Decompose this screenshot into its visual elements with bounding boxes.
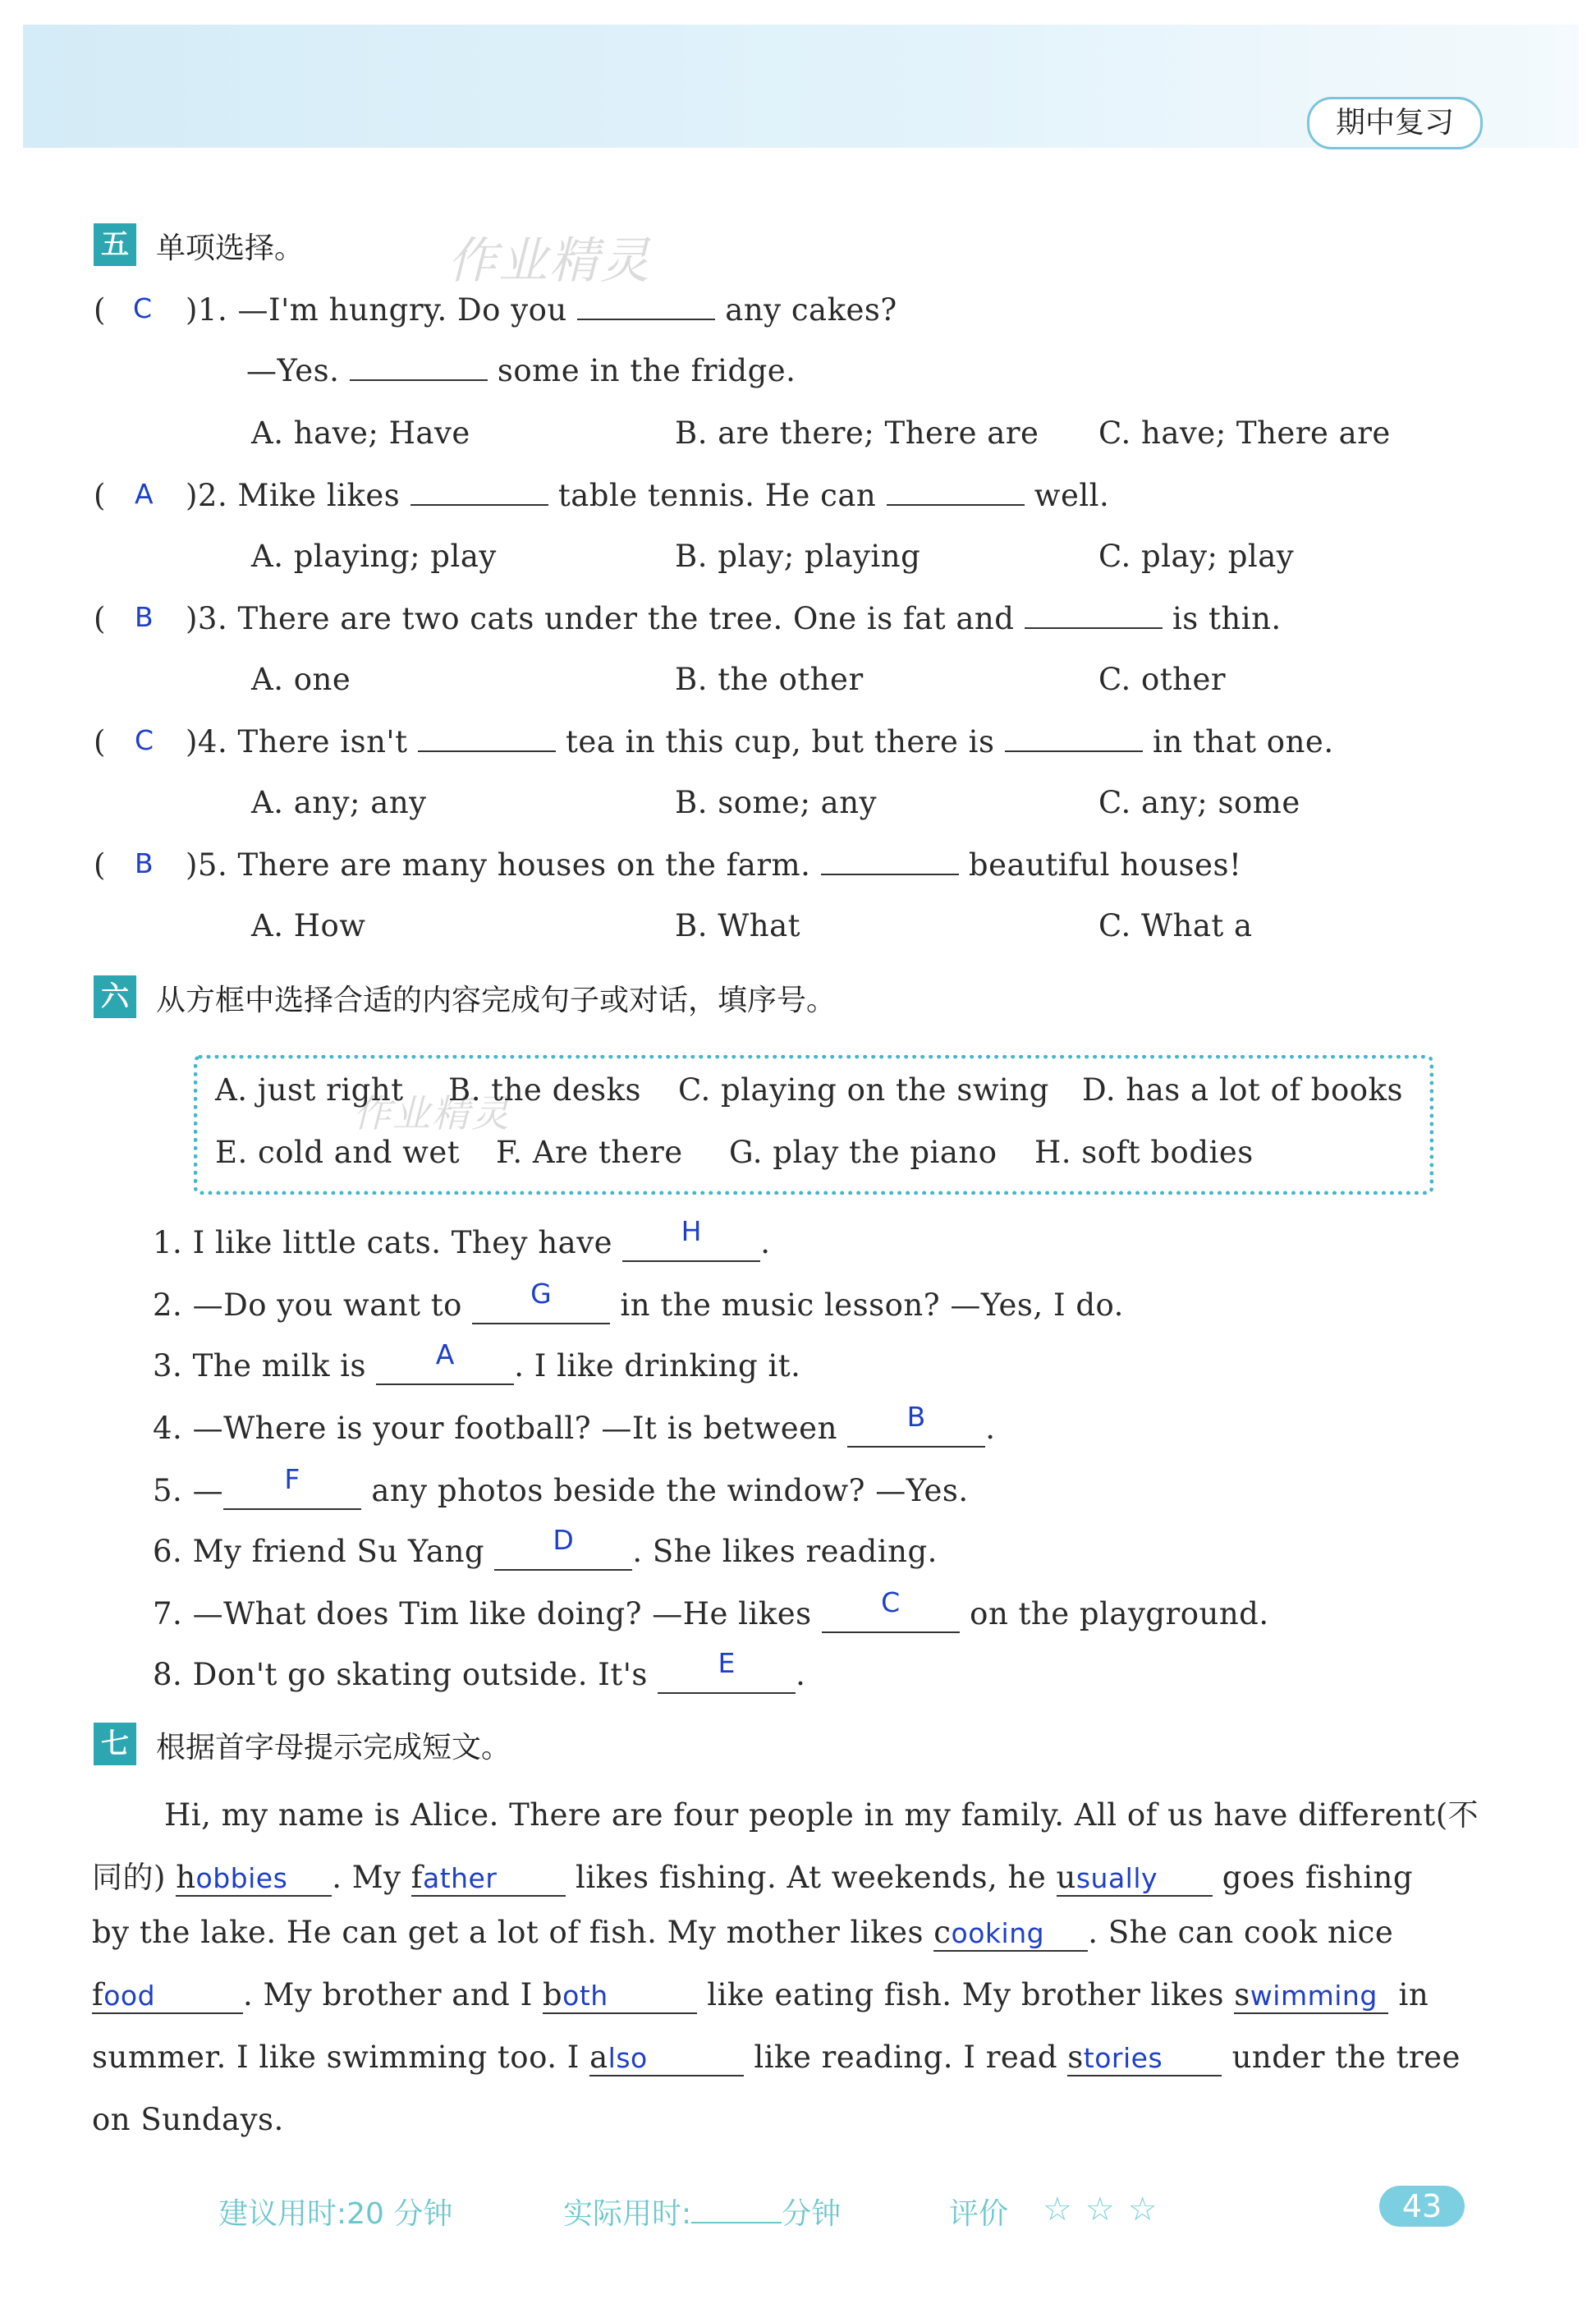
fill-item-5: 5. — F any photos beside the window? —Yes.	[153, 1463, 969, 1508]
answer-paren: (	[94, 478, 106, 513]
option-b: B. some; any	[675, 785, 877, 820]
passage-line-6: on Sundays.	[92, 2102, 284, 2137]
answer-paren: (	[94, 292, 106, 328]
fill-item-6: 6. My friend Su Yang D . She likes reading.	[153, 1524, 938, 1569]
option-c: C. have; There are	[1098, 415, 1391, 451]
suggested-time: 建议用时:20 分钟	[218, 2197, 453, 2231]
passage-line-3: by the lake. He can get a lot of fish. My mother likes cooking . She can cook nice	[92, 1915, 1394, 1950]
option-a: A. one	[251, 662, 351, 697]
box-option: E. cold and wet	[215, 1135, 461, 1170]
page-number: 43	[1379, 2186, 1465, 2227]
answer-blank: A	[376, 1348, 514, 1385]
box-option: B. the desks	[448, 1072, 642, 1108]
section6-title: 从方框中选择合适的内容完成句子或对话，填序号。	[156, 984, 837, 1017]
section7-title: 根据首字母提示完成短文。	[156, 1731, 511, 1764]
box-option: H. soft bodies	[1034, 1135, 1254, 1170]
answer-paren: (	[94, 724, 106, 759]
option-c: C. play; play	[1098, 539, 1295, 574]
answer-blank: D	[494, 1534, 632, 1571]
blank	[577, 319, 715, 320]
box-option: G. play the piano	[729, 1135, 998, 1170]
box-option: D. has a lot of books	[1082, 1072, 1403, 1108]
passage-line-5: summer. I like swimming too. I also like reading. I read stories under the tree	[92, 2040, 1461, 2075]
section5-number: 五	[94, 223, 136, 266]
fill-item-1: 1. I like little cats. They have H .	[153, 1215, 771, 1260]
option-b: B. play; playing	[675, 539, 921, 574]
answer-blank: H	[622, 1225, 760, 1262]
blank	[1025, 627, 1163, 629]
watermark: 作业精灵	[353, 1091, 511, 1136]
box-option: F. Are there	[496, 1135, 683, 1170]
blank	[410, 504, 548, 506]
blank	[418, 750, 556, 752]
choice-answer: C	[135, 724, 154, 756]
answer-blank: C	[822, 1596, 960, 1633]
answer-blank: B	[847, 1411, 985, 1448]
fill-item-2: 2. —Do you want to G in the music lesson? —Yes, I do.	[153, 1278, 1124, 1323]
fill-item-7: 7. —What does Tim like doing? —He likes C on the playground.	[153, 1586, 1269, 1631]
answer-paren: (	[94, 601, 106, 636]
blank	[821, 874, 959, 875]
option-b: B. are there; There are	[675, 415, 1039, 451]
option-c: C. What a	[1098, 908, 1253, 943]
choice-answer: C	[133, 292, 153, 324]
passage-line-2: 同的) hobbies . My father likes fishing. At weekends, he usually goes fishing	[92, 1860, 1414, 1895]
answer-blank: F	[223, 1473, 361, 1510]
section6-number: 六	[94, 975, 136, 1018]
passage-line-4: food . My brother and I both like eating fish. My brother likes swimming in	[92, 1977, 1429, 2012]
section-tag: 期中复习	[1307, 97, 1483, 149]
option-b: B. What	[675, 908, 800, 943]
blank	[350, 379, 488, 381]
blank	[1005, 750, 1143, 752]
question-5: )5. There are many houses on the farm. beautiful houses!	[186, 847, 1242, 883]
fill-item-3: 3. The milk is A . I like drinking it.	[153, 1338, 801, 1384]
option-a: A. have; Have	[251, 415, 470, 451]
option-a: A. any; any	[251, 785, 427, 820]
question-4: )4. There isn't tea in this cup, but there is in that one.	[186, 724, 1334, 759]
rating-stars: ☆☆☆	[1043, 2191, 1171, 2228]
question-1-line2: —Yes. some in the fridge.	[246, 353, 796, 388]
option-b: B. the other	[675, 662, 864, 697]
rating-label: 评价	[949, 2197, 1009, 2231]
option-a: A. How	[251, 908, 366, 943]
box-option: A. just right	[215, 1072, 404, 1108]
answer-paren: (	[94, 847, 106, 883]
section5-title: 单项选择。	[156, 232, 305, 265]
blank	[887, 504, 1025, 506]
option-a: A. playing; play	[251, 539, 497, 574]
section7-number: 七	[94, 1723, 136, 1765]
watermark: 作业精灵	[447, 232, 651, 290]
option-c: C. other	[1098, 662, 1227, 697]
passage-line-1: Hi, my name is Alice. There are four people in my family. All of us have different(不	[164, 1797, 1479, 1833]
answer-blank: E	[658, 1657, 796, 1694]
actual-time: 实际用时: 分钟	[563, 2197, 842, 2231]
choice-answer: B	[135, 847, 154, 879]
choice-answer: A	[135, 478, 154, 510]
option-c: C. any; some	[1098, 785, 1300, 820]
choice-answer: B	[135, 601, 154, 633]
answer-blank: G	[472, 1287, 610, 1324]
question-1: )1. —I'm hungry. Do you any cakes?	[186, 292, 897, 328]
fill-item-8: 8. Don't go skating outside. It's E .	[153, 1647, 806, 1692]
question-3: )3. There are two cats under the tree. One is fat and is thin.	[186, 601, 1282, 636]
question-2: )2. Mike likes table tennis. He can well.	[186, 478, 1110, 513]
fill-item-4: 4. —Where is your football? —It is between B .	[153, 1401, 996, 1446]
box-option: C. playing on the swing	[678, 1072, 1049, 1108]
